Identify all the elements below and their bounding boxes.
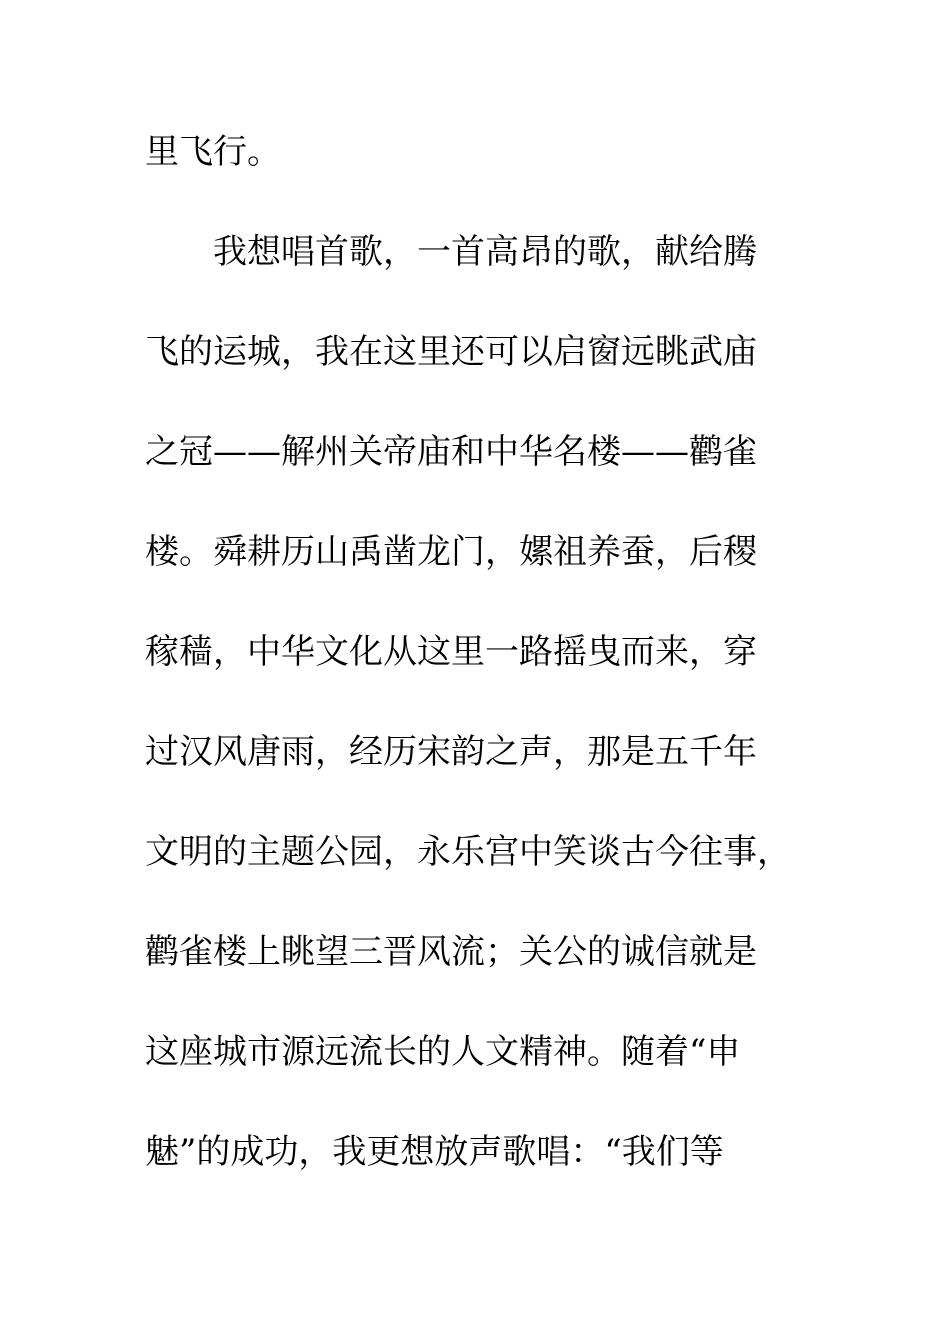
text-line-5: 楼。舜耕历山禹凿龙门，嫘祖养蚕，后稷 <box>145 532 757 572</box>
text-line-2: 我想唱首歌，一首高昂的歌，献给腾 <box>213 232 757 272</box>
text-line-11: 魅”的成功，我更想放声歌唱：“我们等 <box>145 1132 724 1172</box>
text-line-8: 文明的主题公园，永乐宫中笑谈古今往事， <box>145 832 791 872</box>
text-line-10: 这座城市源远流长的人文精神。随着“申 <box>145 1032 741 1072</box>
text-line-7: 过汉风唐雨，经历宋韵之声，那是五千年 <box>145 732 757 772</box>
text-line-4: 之冠——解州关帝庙和中华名楼——鹳雀 <box>145 432 757 472</box>
text-line-1: 里飞行。 <box>145 132 281 172</box>
text-line-9: 鹳雀楼上眺望三晋风流；关公的诚信就是 <box>145 932 757 972</box>
text-line-3: 飞的运城，我在这里还可以启窗远眺武庙 <box>145 332 757 372</box>
text-line-6: 稼穑，中华文化从这里一路摇曳而来，穿 <box>145 632 757 672</box>
